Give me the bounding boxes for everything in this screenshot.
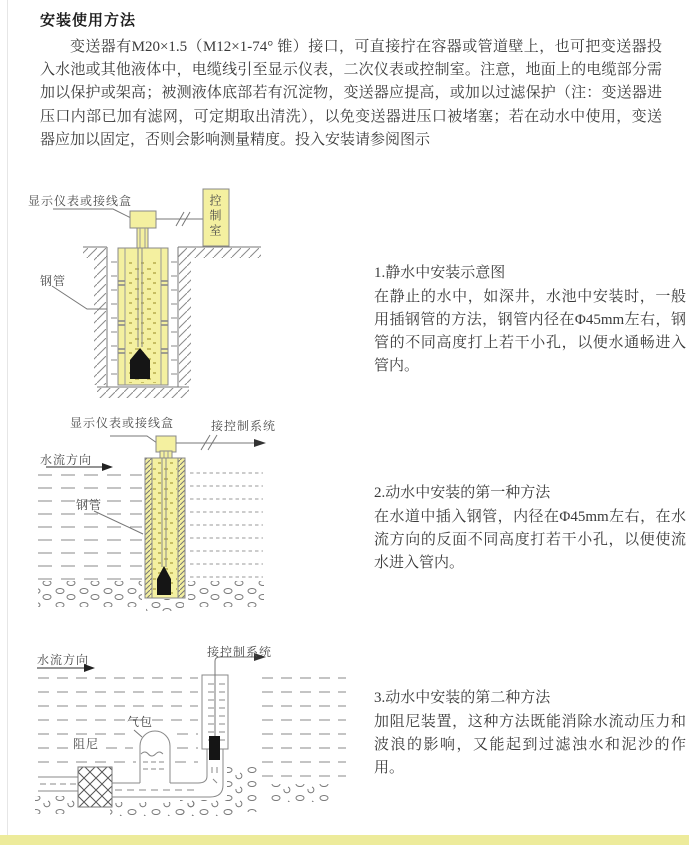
label-flow-direction: 水流方向	[40, 453, 93, 467]
figure-1-drawing	[25, 185, 375, 400]
figure-3-heading: 3.动水中安装的第二种方法	[374, 690, 551, 706]
figure-3-body: 加阻尼装置，这种方法既能消除水流动压力和波浪的影响，又能起到过滤浊水和泥沙的作用。	[374, 714, 686, 776]
figure-2-caption	[374, 482, 686, 575]
figure-3-caption	[374, 687, 686, 780]
figure-2-heading: 2.动水中安装的第一种方法	[374, 485, 551, 501]
figure-1-diagram	[25, 185, 375, 400]
figure-2-diagram	[30, 405, 360, 630]
label-to-control: 接控制系统	[211, 419, 277, 433]
label-control-room: 控制室	[208, 194, 222, 239]
footer-accent-strip	[0, 835, 689, 845]
water-dashes-left	[38, 475, 142, 579]
label-steel-pipe: 钢管	[76, 498, 103, 512]
air-chamber	[134, 730, 170, 783]
figure-3-diagram	[30, 640, 360, 820]
arrow-head-icon	[102, 463, 113, 471]
label-display-box: 显示仪表或接线盒	[70, 416, 175, 430]
water-dashes	[38, 678, 346, 776]
label-air-bag: 气包	[127, 715, 154, 729]
figure-2-drawing	[30, 405, 360, 630]
display-box-leader-line	[53, 209, 131, 218]
cable-line	[176, 435, 266, 450]
label-flow-direction: 水流方向	[37, 653, 90, 667]
intro-paragraph: 变送器有M20×1.5（M12×1-74° 锥）接口，可直接拧在容器或管道壁上，也可把变送器投入水池或其他液体中，电缆线引至显示仪表，二次仪表或控制室。注意，地面上的电缆部分需加以保护或架高；被测液体底部若有沉淀物，变送器应提高，或加以过滤保护（注：变送器进压口内部已加有滤网，可定期取出清洗），以免变送器进压口被堵塞；若在动水中使用，变送器应加以固定，否则会影响测量精度。投入安装请参阅图示	[40, 39, 662, 148]
label-damping: 阻尼	[73, 737, 100, 751]
figure-1-caption	[374, 262, 686, 378]
junction-box	[130, 211, 156, 248]
figure-1-body: 在静止的水中，如深井，水池中安装时，一般用插钢管的方法，钢管内径在Φ45mm左右，钢管的不同高度打上若干小孔，以便水通畅进入管内。	[374, 289, 686, 374]
junction-box	[156, 436, 176, 460]
label-display-box: 显示仪表或接线盒	[28, 194, 133, 208]
air-bag-leader-line	[134, 730, 142, 737]
label-steel-pipe: 钢管	[40, 274, 67, 288]
transmitter-probe	[209, 736, 220, 760]
arrow-head-icon	[254, 439, 266, 447]
page-title: 安装使用方法	[40, 13, 137, 29]
bottom-pipe	[38, 749, 223, 797]
display-box-leader-line	[110, 436, 157, 443]
cable-line	[156, 212, 203, 226]
figure-2-body: 在水道中插入钢管，内径在Φ45mm左右，在水流方向的反面不同高度打若干小孔，以便使流水进入管内。	[374, 509, 686, 571]
water-dots-right	[190, 473, 263, 577]
page-edge-line	[7, 0, 8, 845]
figure-1-heading: 1.静水中安装示意图	[374, 265, 506, 281]
damping-filter	[78, 767, 112, 807]
label-to-control: 接控制系统	[207, 645, 273, 659]
